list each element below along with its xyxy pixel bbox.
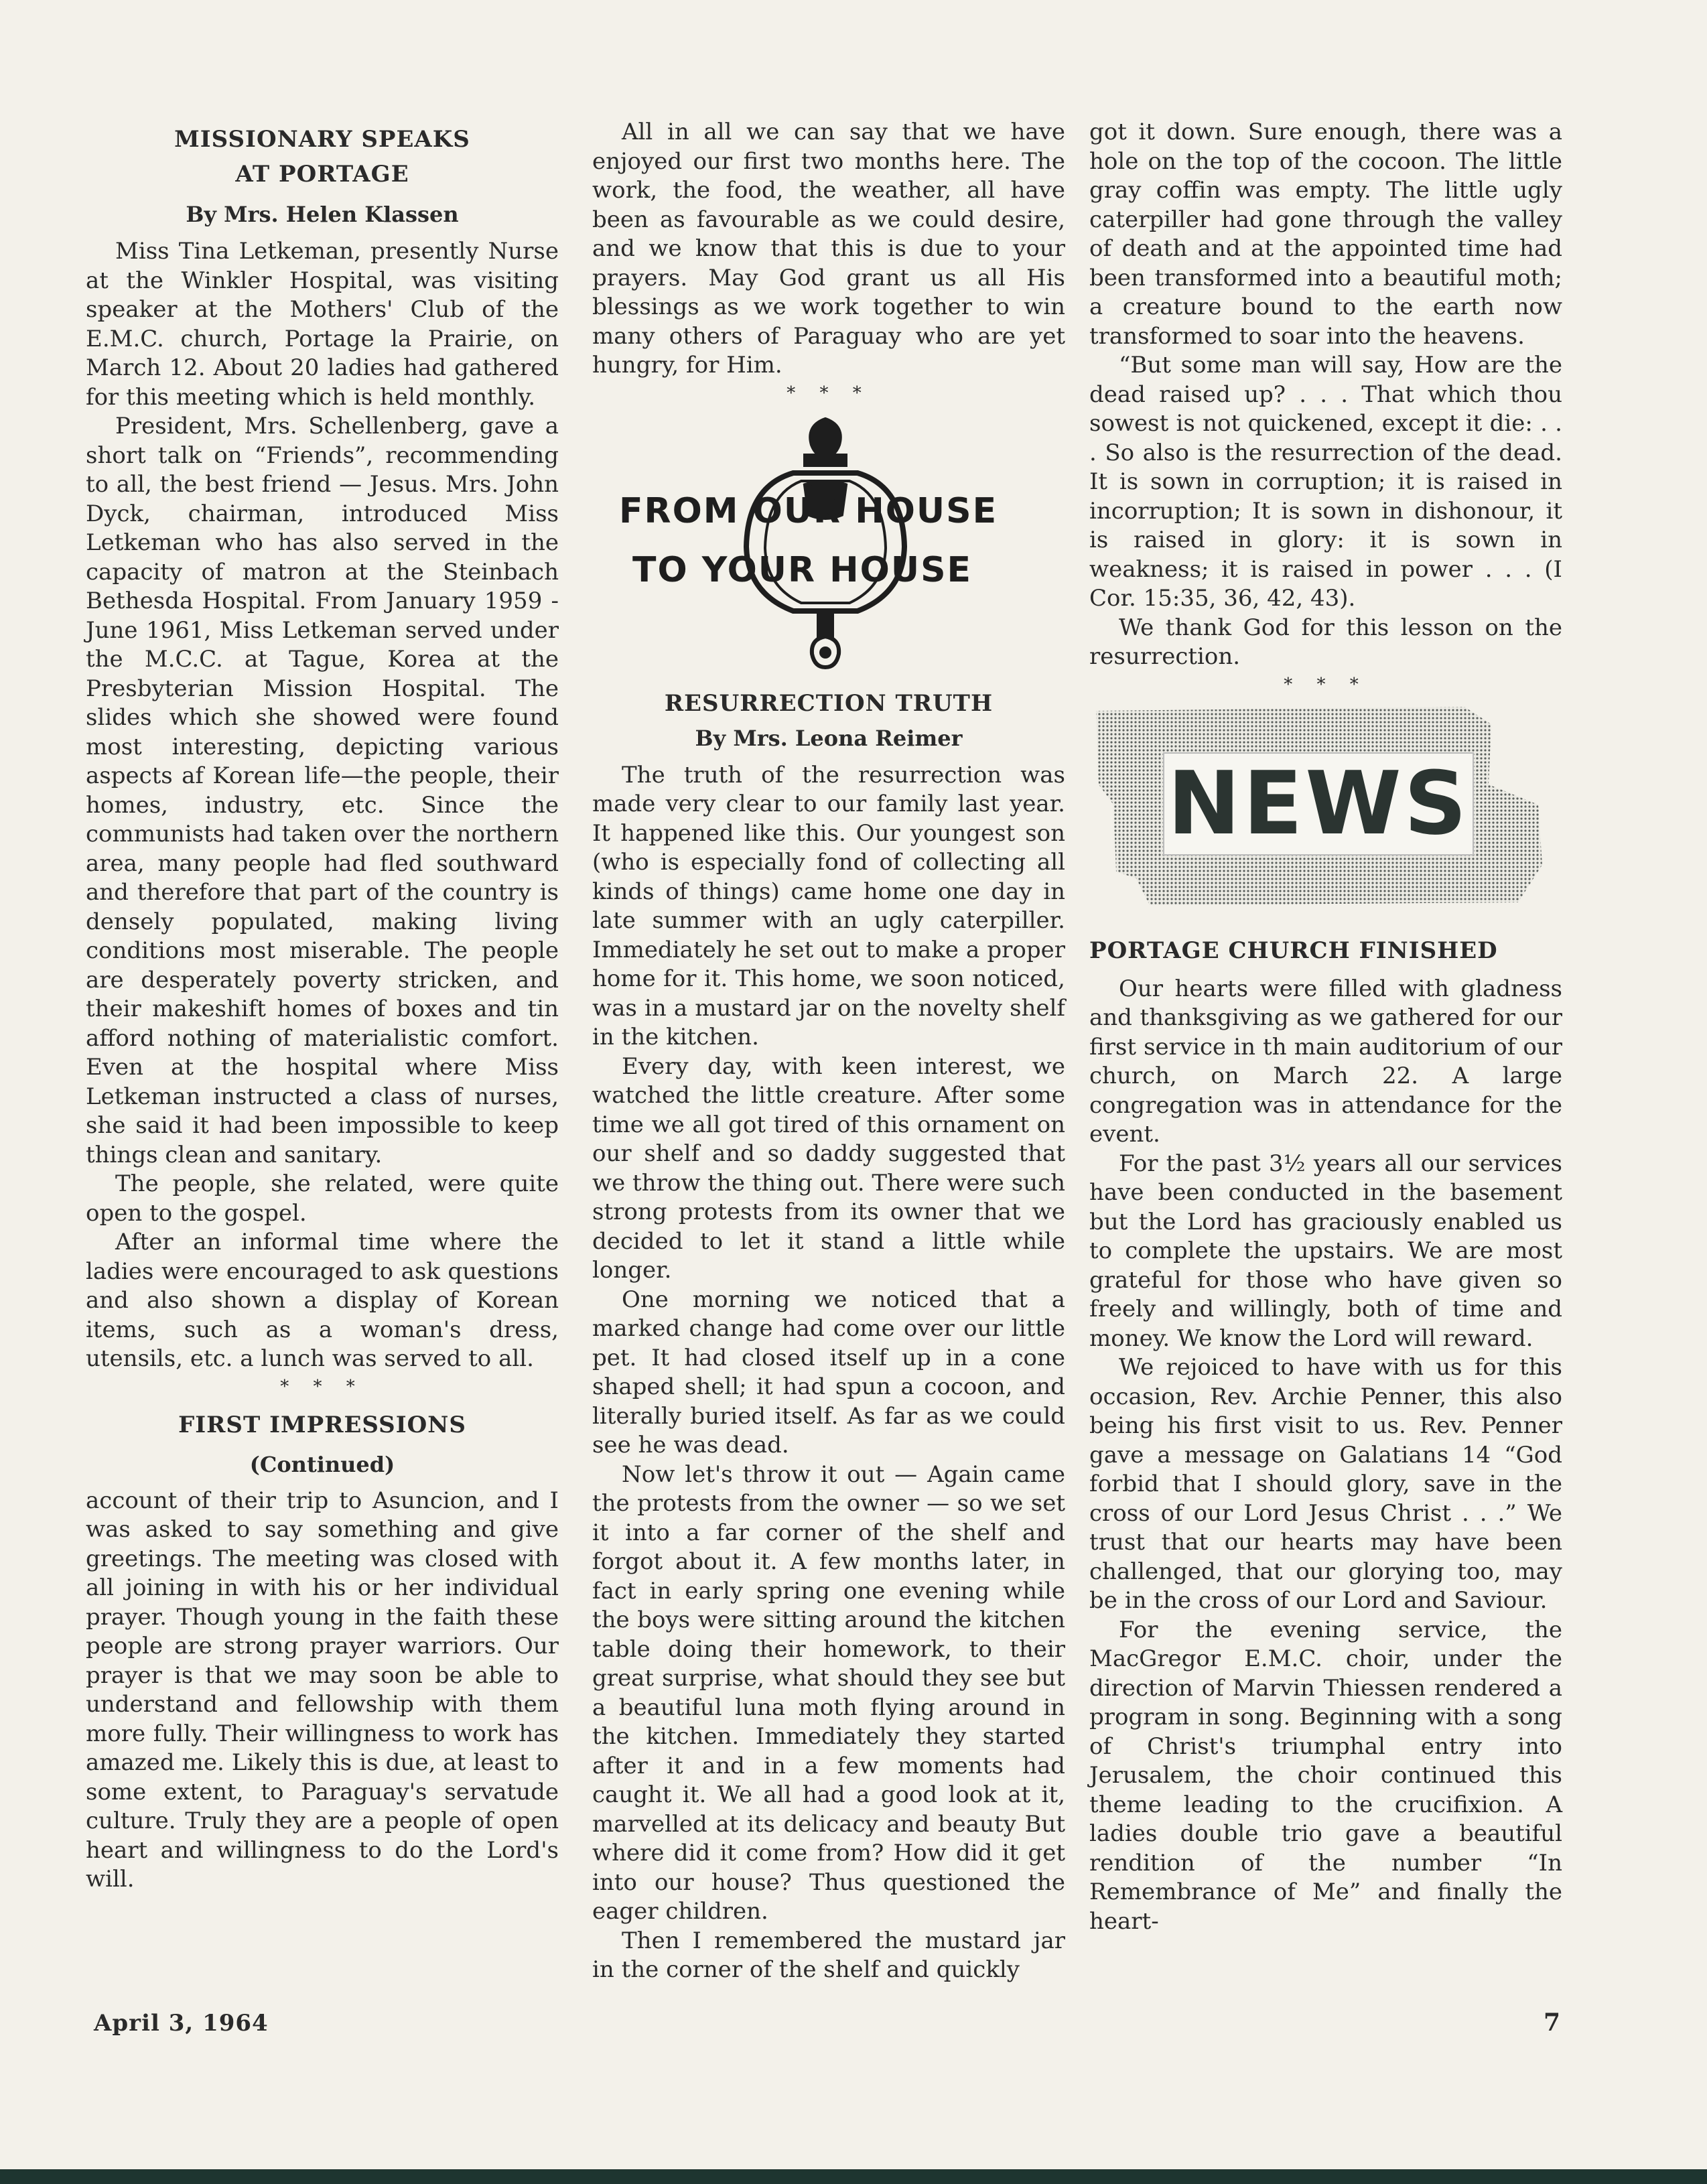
- article-headline-missionary: [86, 122, 559, 192]
- paragraph: Our hearts were filled with gladness and thanksgiving as we gathered for our first service in th main auditorium of our church, on March 22. A large congregation was in attendance for the event.: [1089, 975, 1562, 1148]
- paragraph: Every day, with keen interest, we watched the little creature. After some time we all got tired of this ornament on our shelf and so daddy suggested that we throw the thing out. There were such strong protests from its owner that we decided to let it stand a little while longer.: [592, 1052, 1065, 1284]
- continued-label: (Continued): [249, 1451, 395, 1477]
- paragraph: After an informal time where the ladies were encouraged to ask questions and also shown a display of Korean items, such as a woman's dress, utensils, etc. a lunch was served to all.: [86, 1229, 559, 1372]
- section-separator: * * *: [787, 383, 871, 403]
- news-banner: [1089, 704, 1562, 925]
- logo-line-2: TO YOUR HOUSE: [632, 549, 973, 590]
- paragraph: “But some man will say, How are the dead raised up? . . . That which thou sowest is not quickened, except it die: . . . So also is the resurrection of the dead. It is sown in corruption; it is raised in incorruption; It is sown in dishonour, it is raised in glory: it is sown in weakness; it is raised in power . . . (I Cor. 15:35, 36, 42, 43).: [1089, 352, 1562, 612]
- paragraph: account of their trip to Asuncion, and I was asked to say something and give greetings. The meeting was closed with all joining in with his or her individual prayer. Though young in the faith these people are strong prayer warriors. Our prayer is that we may soon be able to understand and fellowship with them more fully. Their willingness to work has amazed me. Likely this is due, at least to some extent, to Paraguay's servatude culture. Truly they are a people of open heart and willingness to do the Lord's will.: [86, 1487, 559, 1893]
- article-headline-portage-church: PORTAGE CHURCH FINISHED: [1089, 937, 1498, 964]
- paragraph: For the past 3½ years all our services have been conducted in the basement but the Lord has graciously enabled us to complete the upstairs. We are most grateful for those who have given so freely and willingly, both of time and money. We know the Lord will reward.: [1089, 1150, 1562, 1352]
- byline-klassen: By Mrs. Helen Klassen: [186, 202, 459, 227]
- paragraph: President, Mrs. Schellenberg, gave a short talk on “Friends”, recommending to all, the best friend — Jesus. Mrs. John Dyck, chairman, introduced Miss Letkeman who has also served in the capacity of matron at the Steinbach Bethesda Hospital. From January 1959 - June 1961, Miss Letkeman served under the M.C.C. at Tague, Korea at the Presbyterian Mission Hospital. The slides which she showed were found most interesting, depicting various aspects af Korean life—the people, their homes, industry, etc. Since the communists had taken over the northern area, many people had fled southward and therefore that part of the country is densely populated, making living conditions most miserable. The people are desperately poverty stricken, and their makeshift homes of boxes and tin afford nothing of materialistic comfort. Even at the hospital where Miss Letkeman instructed a class of nurses, she said it had been impossible to keep things clean and sanitary.: [86, 413, 559, 1168]
- news-word: NEWS: [1163, 752, 1474, 856]
- article-headline-first-impressions: FIRST IMPRESSIONS: [178, 1411, 466, 1438]
- paragraph: Miss Tina Letkeman, presently Nurse at the Winkler Hospital, was visiting speaker at the Mothers' Club of the E.M.C. church, Portage la Prairie, on March 12. About 20 ladies had gathered for this meeting which is held monthly.: [86, 238, 559, 411]
- article-headline-resurrection: RESURRECTION TRUTH: [664, 689, 994, 717]
- issue-date: April 3, 1964: [94, 2010, 269, 2037]
- paragraph: Then I remembered the mustard jar in the corner of the shelf and quickly: [592, 1927, 1065, 1983]
- bottom-edge-strip: [0, 2169, 1707, 2184]
- paragraph: The truth of the resurrection was made very clear to our family last year. It happened like this. Our youngest son (who is especially fond of collecting all kinds of things) came home one day in late summer with an ugly caterpiller. Immediately he set out to make a proper home for it. This home, we soon noticed, was in a mustard jar on the novelty shelf in the kitchen.: [592, 761, 1065, 1050]
- paragraph: The people, she related, were quite open to the gospel.: [86, 1170, 559, 1227]
- from-our-house-logo: [592, 411, 1065, 679]
- headline-line-2: AT PORTAGE: [235, 161, 409, 188]
- logo-line-1: FROM OUR HOUSE: [619, 490, 998, 531]
- paragraph: All in all we can say that we have enjoyed our first two months here. The work, the food, the weather, all have been as favourable as we could desire, and we know that this is due to your prayers. May God grant us all His blessings as we work together to win many others of Paraguay who are yet hungry, for Him.: [592, 119, 1065, 379]
- paragraph: We rejoiced to have with us for this occasion, Rev. Archie Penner, this also being his first visit to us. Rev. Penner gave a message on Galatians 14 “God forbid that I should glory, save in the cross of our Lord Jesus Christ . . .” We trust that our hearts may have been challenged, that our glorying too, may be in the cross of our Lord and Saviour.: [1089, 1354, 1562, 1614]
- column-middle: [592, 118, 1065, 1985]
- byline-reimer: By Mrs. Leona Reimer: [695, 725, 963, 751]
- paragraph: One morning we noticed that a marked change had come over our little pet. It had closed itself up in a cone shaped shell; it had spun a cocoon, and literally buried itself. As far as we could see he was dead.: [592, 1286, 1065, 1458]
- headline-line-1: MISSIONARY SPEAKS: [174, 126, 470, 153]
- paragraph: For the evening service, the MacGregor E.M.C. choir, under the direction of Marvin Thiessen rendered a program in song. Beginning with a song of Christ's triumphal entry into Jerusalem, the choir continued this theme leading to the crucifixion. A ladies double trio gave a beautiful rendition of the number “In Remembrance of Me” and finally the heart-: [1089, 1616, 1562, 1935]
- door-knocker-icon: [592, 411, 1065, 679]
- column-left: [86, 118, 559, 1895]
- paragraph: got it down. Sure enough, there was a hole on the top of the cocoon. The little gray coffin was empty. The little ugly caterpiller had gone through the valley of death and at the appointed time had been transformed into a beautiful moth; a creature bound to the earth now transformed to soar into the heavens.: [1089, 119, 1562, 350]
- paragraph: We thank God for this lesson on the resurrection.: [1089, 614, 1562, 670]
- section-separator: * * *: [280, 1376, 364, 1397]
- section-separator: * * *: [1284, 674, 1368, 695]
- column-right: [1089, 118, 1562, 1936]
- page-number: 7: [1544, 2008, 1561, 2037]
- paragraph: Now let's throw it out — Again came the protests from the owner — so we set it into a far corner of the shelf and forgot about it. A few months later, in fact in early spring one evening while the boys were sitting around the kitchen table doing their homework, to their great surprise, what should they see but a beautiful luna moth flying around in the kitchen. Immediately they started after it and in a few moments had caught it. We all had a good look at it, marvelled at its delicacy and beauty But where did it come from? How did it get into our house? Thus questioned the eager children.: [592, 1460, 1065, 1925]
